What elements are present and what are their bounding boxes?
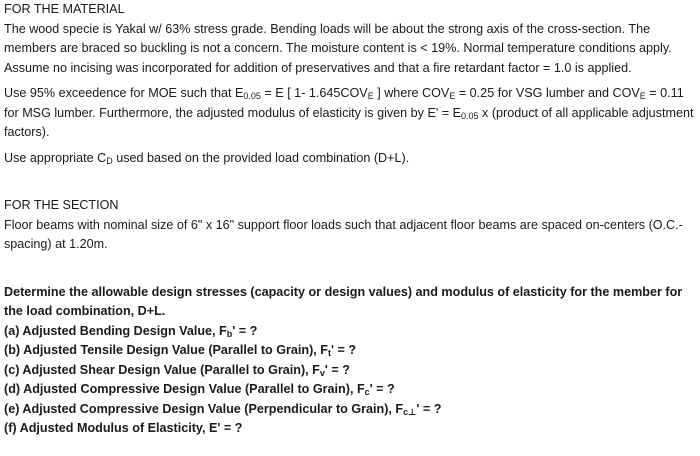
spacer: [4, 188, 694, 196]
text-run: (a) Adjusted Bending Design Value, F: [4, 323, 227, 338]
text-run: (e) Adjusted Compressive Design Value (Perpendicular to Grain), F: [4, 401, 404, 416]
subscript: c⊥: [403, 406, 417, 417]
text-run: ' = ?: [369, 382, 395, 396]
section-heading: FOR THE SECTION: [4, 198, 119, 212]
question-item-f: [4, 419, 694, 439]
question-item-b: [4, 341, 694, 361]
subscript: E: [449, 91, 456, 101]
text-run: ' = ?: [416, 401, 442, 416]
text-run: = 0.25 for VSG lumber and COV: [455, 86, 640, 100]
text-run: (c) Adjusted Shear Design Value (Parallel to Grain), F: [4, 362, 320, 377]
question-item-d: [4, 380, 694, 400]
subscript: 0.05: [243, 91, 261, 101]
spacer: [4, 255, 694, 275]
subscript: v: [319, 367, 325, 378]
subscript: t: [328, 348, 331, 358]
subscript: E: [639, 91, 646, 101]
subscript: 0.05: [461, 110, 479, 121]
text-run: ' = ?: [232, 323, 258, 338]
text-run: (f) Adjusted Modulus of Elasticity, E' = ?: [4, 421, 243, 435]
text-run: ' = ?: [324, 362, 350, 377]
text-run: (b) Adjusted Tensile Design Value (Parallel to Grain), F: [4, 343, 328, 357]
question-intro: Determine the allowable design stresses (capacity or design values) and modulus of elasticity for the member for the load combination, D+L.: [4, 284, 683, 318]
text-run: (d) Adjusted Compressive Design Value (Parallel to Grain), F: [4, 382, 365, 396]
material-paragraph-3: [4, 149, 694, 169]
question-item-c: [4, 361, 694, 381]
subscript: E: [367, 91, 374, 101]
problem-document: [4, 0, 694, 439]
text-run: Use appropriate C: [4, 150, 107, 165]
question-block: [4, 283, 694, 439]
subscript: b: [226, 328, 233, 339]
spacer: [4, 275, 694, 283]
material-heading: FOR THE MATERIAL: [4, 2, 125, 16]
material-paragraph-2: [4, 84, 694, 143]
material-paragraph-1: The wood specie is Yakal w/ 63% stress grade. Bending loads will be about the strong axis of the cross-section. The members are braced so buckling is not a concern. The moisture content is < 19%. Normal temperature conditions apply. Assume no incising was incorporated for addition of preservatives and that a fire retardant factor = 1.0 is applied.: [4, 21, 672, 75]
question-item-a: [4, 322, 694, 342]
text-run: Use 95% exceedence for MOE such that E: [4, 86, 244, 100]
spacer: [4, 168, 694, 188]
text-run: ] where COV: [373, 86, 450, 100]
text-run: used based on the provided load combination (D+L).: [112, 150, 410, 165]
section-paragraph-1: Floor beams with nominal size of 6" x 16" support floor loads such that adjacent floor beams are spaced on-centers (O.C.-spacing) at 1.20m.: [4, 217, 683, 251]
subscript: D: [106, 155, 113, 166]
text-run: = E [ 1- 1.645COV: [260, 86, 368, 100]
text-run: x (product of all applicable adjustment factors).: [4, 105, 694, 139]
text-run: ' = ?: [331, 343, 357, 357]
question-item-e: [4, 400, 694, 420]
text-run: = 0.11 for MSG lumber. Furthermore, the adjusted modulus of elasticity is given by E' = E: [4, 86, 684, 120]
subscript: c: [364, 387, 370, 397]
